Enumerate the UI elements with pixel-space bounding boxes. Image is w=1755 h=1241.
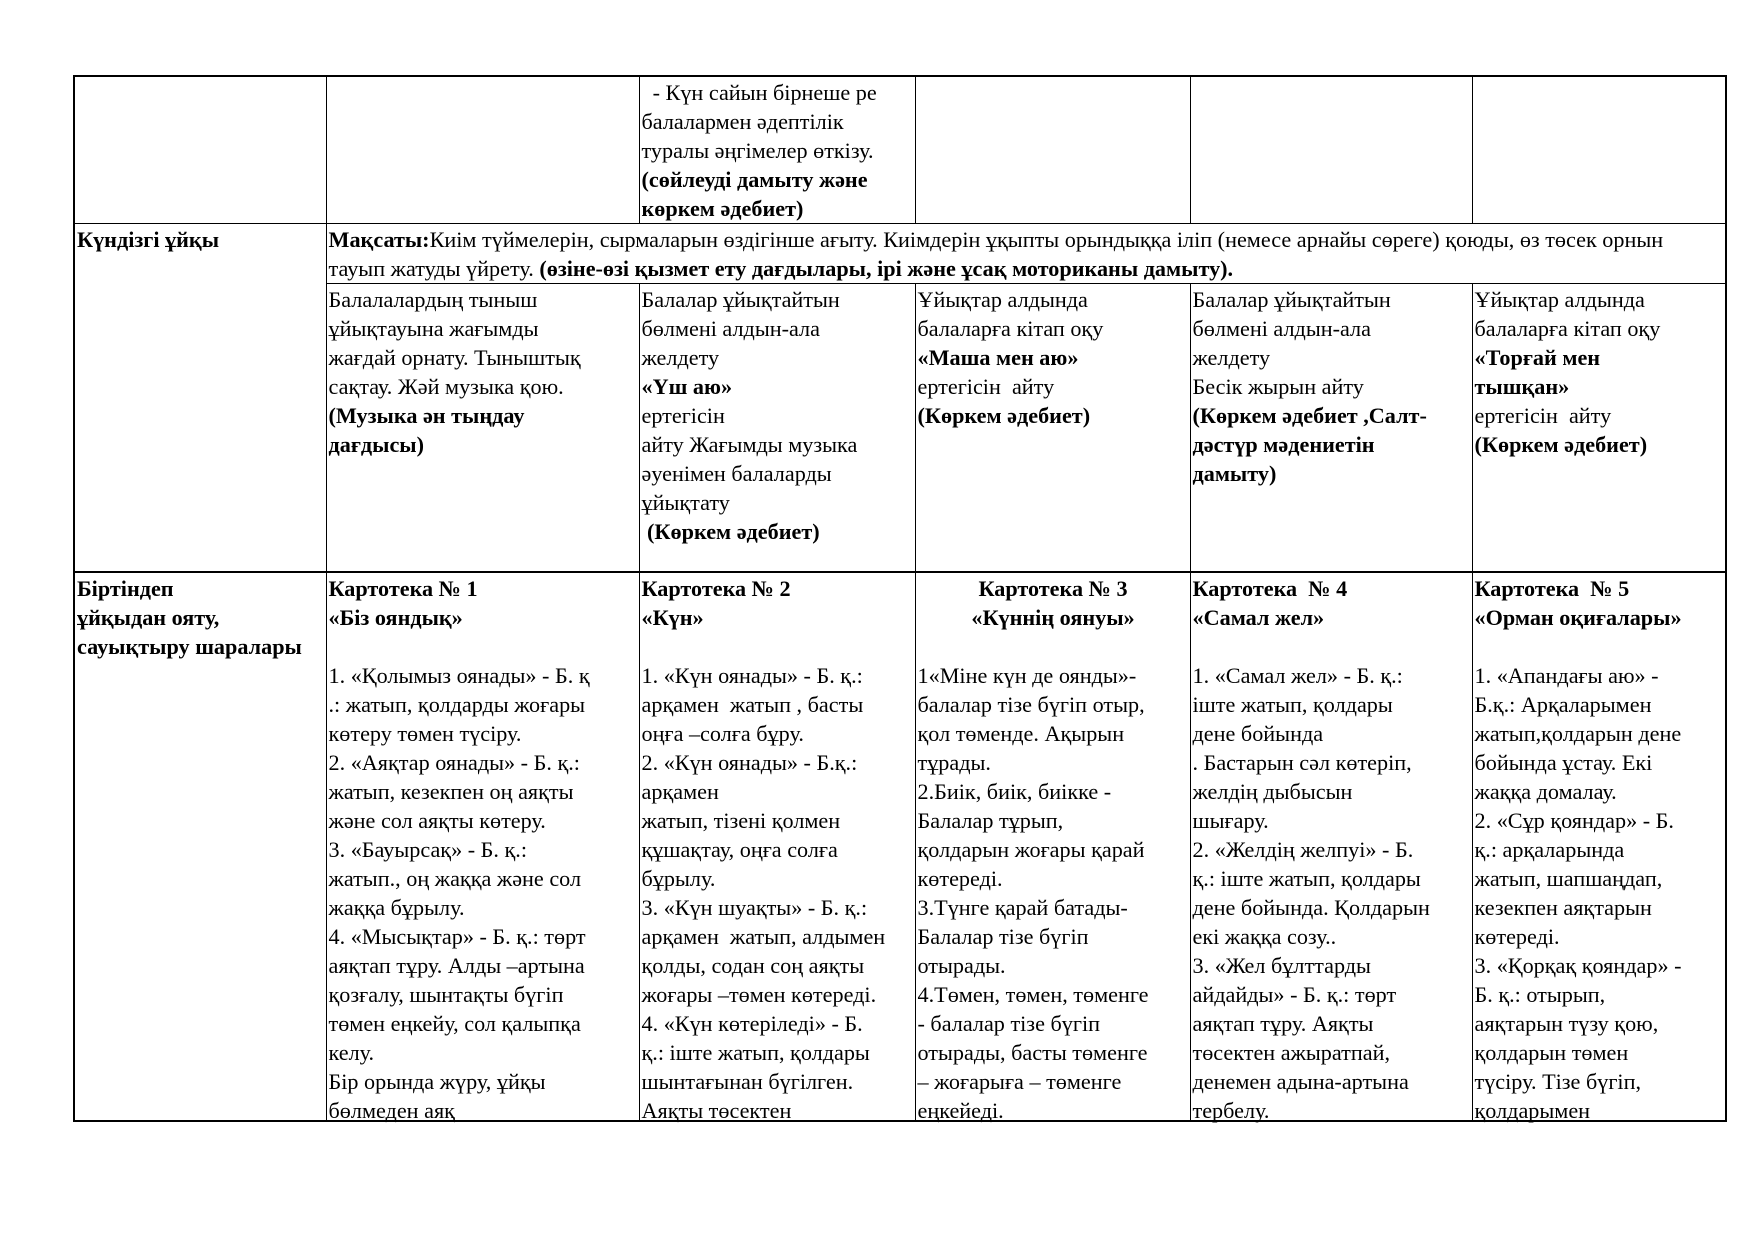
exercise-line: Бір орында жүру, ұйқы xyxy=(328,1068,546,1094)
cell-r1-c6 xyxy=(1472,76,1726,224)
goal-skills: (өзіне-өзі қызмет ету дағдылары, ірі және ұсақ моториканы дамыту). xyxy=(539,256,1234,281)
exercise-line: түсіру. Тізе бүгіп, xyxy=(1474,1068,1642,1094)
card-file xyxy=(328,574,638,1123)
exercise-line: көтеру төмен түсіру. xyxy=(328,720,522,746)
card-file-title: «Күннің оянуы» xyxy=(971,604,1135,630)
cell-line: (Көркем әдебиет) xyxy=(641,519,820,544)
exercise-line: оңға –солға бұру. xyxy=(641,720,804,746)
card-file-title: «Біз ояндық» xyxy=(328,604,463,630)
exercise-line: жатып,қолдарын дене xyxy=(1474,720,1682,746)
cell-lines xyxy=(642,78,914,223)
spacer xyxy=(1475,632,1725,661)
cell-lines xyxy=(1193,285,1471,488)
exercise-line: 2. «Күн оянады» - Б.қ.: xyxy=(641,749,858,775)
card-file-heading xyxy=(1193,574,1471,632)
exercise-line: бөлмеден аяқ xyxy=(328,1097,455,1123)
sleep-cell-2 xyxy=(639,284,915,572)
card-file xyxy=(917,574,1189,1123)
card-file-title: «Күн» xyxy=(641,604,704,630)
exercise-line: Б. қ.: отырып, xyxy=(1474,981,1606,1007)
exercise-line: желдің дыбысын xyxy=(1192,778,1353,804)
exercise-line: кезекпен аяқтарын xyxy=(1474,894,1652,920)
exercise-line: аяқтап тұру. Алды –артына xyxy=(328,952,585,978)
card-file-title: Картотека № 1 xyxy=(328,575,478,601)
cell-line: Ұйықтар алдында xyxy=(917,287,1088,312)
exercise-line: қолдарымен xyxy=(1474,1097,1591,1123)
cell-line: бөлмені алдын-ала xyxy=(641,316,820,341)
cell-line: жағдай орнату. Тыныштық xyxy=(328,345,581,370)
exercise-line: . Бастарын сәл көтеріп, xyxy=(1192,749,1412,775)
exercise-line: аяқтарын түзу қою, xyxy=(1474,1010,1659,1036)
exercise-line: арқамен жатып, алдымен xyxy=(641,923,886,949)
exercise-line: шығару. xyxy=(1192,807,1269,833)
exercise-line: қ.: арқаларында xyxy=(1474,836,1625,862)
cell-line: Балалалардың тыныш xyxy=(328,287,538,312)
cell-line: ертегісін айту xyxy=(1474,403,1612,428)
cell-line: (Көркем әдебиет) xyxy=(1474,432,1648,457)
cell-r1-c5 xyxy=(1190,76,1472,224)
exercise-line: 1. «Самал жел» - Б. қ.: xyxy=(1192,662,1403,688)
exercise-line: Балалар тұрып, xyxy=(917,807,1064,833)
cell-line: Ұйықтар алдында xyxy=(1474,287,1645,312)
exercise-line: арқамен xyxy=(641,778,719,804)
exercise-line: жатып, шапшаңдап, xyxy=(1474,865,1663,891)
exercise-line: 2. «Желдің желпуі» - Б. xyxy=(1192,836,1414,862)
exercise-line: төмен еңкейу, сол қалыпқа xyxy=(328,1010,581,1036)
goal-label: Мақсаты: xyxy=(328,227,430,252)
exercise-line: қолды, содан соң аяқты xyxy=(641,952,865,978)
cell-line: ұйықтату xyxy=(641,490,730,515)
wake-label-line: ұйқыдан ояту, xyxy=(77,604,220,630)
exercise-line: дене бойында xyxy=(1192,720,1324,746)
exercise-line: Аяқты төсектен xyxy=(641,1097,792,1123)
card-file xyxy=(1192,574,1471,1123)
cell-lines xyxy=(918,285,1189,430)
card-file-title: «Самал жел» xyxy=(1192,604,1325,630)
card-file xyxy=(1474,574,1725,1123)
sleep-label: Күндізгі ұйқы xyxy=(77,227,220,252)
exercise-line: балалар тізе бүгіп отыр, xyxy=(917,691,1145,717)
exercise-line: қ.: іште жатып, қолдары xyxy=(641,1039,870,1065)
exercise-line: аяқтап тұру. Аяқты xyxy=(1192,1010,1374,1036)
cell-line: балаларға кітап оқу xyxy=(1474,316,1661,341)
card-file-title: Картотека № 4 xyxy=(1192,575,1348,601)
exercise-line: көтереді. xyxy=(917,865,1003,891)
cell-line: желдету xyxy=(641,345,720,370)
exercise-line: 1«Міне күн де оянды»- xyxy=(917,662,1137,688)
cell-line: ұйықтауына жағымды xyxy=(328,316,539,341)
exercise-line: екі жаққа созу.. xyxy=(1192,923,1337,949)
cell-r1-c1 xyxy=(74,76,326,224)
exercise-line: – жоғарыға – төменге xyxy=(917,1068,1122,1094)
exercise-line: қолдарын төмен xyxy=(1474,1039,1629,1065)
cell-lines xyxy=(642,285,914,546)
exercise-line: 4. «Мысықтар» - Б. қ.: төрт xyxy=(328,923,586,949)
exercise-line: жаққа бұрылу. xyxy=(328,894,465,920)
cell-line: бөлмені алдын-ала xyxy=(1192,316,1371,341)
exercise-line: және сол аяқты көтеру. xyxy=(328,807,546,833)
exercise-line: құшақтау, оңға солға xyxy=(641,836,838,862)
cell-line: ертегісін айту xyxy=(917,374,1055,399)
exercise-line: 1. «Қолымыз оянады» - Б. қ xyxy=(328,662,590,688)
spacer xyxy=(329,632,638,661)
wake-label-line: Біртіндеп xyxy=(77,575,174,601)
cell-line: дағдысы) xyxy=(328,432,424,457)
cell-line: - Күн сайын бірнеше ре xyxy=(641,80,877,105)
cell-line: (сөйлеуді дамыту және xyxy=(641,167,868,192)
exercise-line: отырады, басты төменге xyxy=(917,1039,1148,1065)
exercise-line: айдайды» - Б. қ.: төрт xyxy=(1192,981,1397,1007)
goal-text: Киім түймелерін, сырмаларын өздігінше ағыту. Киімдерін ұқыпты орындыққа іліп (немесе арнайы сөреге) қоюды, өз төсек орнын тауып жатуды үйрету. xyxy=(328,227,1664,281)
wake-cell-2 xyxy=(639,572,915,1121)
cell-line: Балалар ұйықтайтын xyxy=(1192,287,1391,312)
cell-lines xyxy=(329,285,638,459)
exercise-line: 3. «Бауырсақ» - Б. қ.: xyxy=(328,836,527,862)
card-file-heading xyxy=(329,574,638,632)
card-file-heading xyxy=(1475,574,1725,632)
exercise-line: арқамен жатып , басты xyxy=(641,691,864,717)
cell-line: (Көркем әдебиет) xyxy=(917,403,1091,428)
wake-label-cell xyxy=(74,572,326,1121)
spacer xyxy=(918,632,1189,661)
exercise-line: 3. «Күн шуақты» - Б. қ.: xyxy=(641,894,868,920)
exercise-line: тербелу. xyxy=(1192,1097,1270,1123)
sleep-goal-cell xyxy=(326,224,1726,284)
cell-line: Бесік жырын айту xyxy=(1192,374,1364,399)
sleep-cell-4 xyxy=(1190,284,1472,572)
exercise-line: дене бойында. Қолдарын xyxy=(1192,894,1430,920)
cell-lines xyxy=(1475,285,1725,459)
exercise-line: 3. «Жел бұлттарды xyxy=(1192,952,1371,978)
exercise-line: Балалар тізе бүгіп xyxy=(917,923,1089,949)
sleep-cell-5 xyxy=(1472,284,1726,572)
exercise-line: қозғалу, шынтақты бүгіп xyxy=(328,981,564,1007)
exercise-line: бойында ұстау. Екі xyxy=(1474,749,1653,775)
exercise-line: тұрады. xyxy=(917,749,991,775)
exercise-line: 2. «Сұр қояндар» - Б. xyxy=(1474,807,1674,833)
cell-line: сақтау. Жәй музыка қою. xyxy=(328,374,564,399)
table-row-wakeup xyxy=(74,572,1726,1121)
exercise-line: шынтағынан бүгілген. xyxy=(641,1068,854,1094)
card-file-title: Картотека № 2 xyxy=(641,575,791,601)
cell-line: балаларға кітап оқу xyxy=(917,316,1104,341)
exercise-line: отырады. xyxy=(917,952,1006,978)
cell-line: айту Жағымды музыка xyxy=(641,432,858,457)
cell-line: әуенімен балаларды xyxy=(641,461,832,486)
cell-line: тышқан» xyxy=(1474,374,1570,399)
exercise-line: 2. «Аяқтар оянады» - Б. қ.: xyxy=(328,749,580,775)
exercise-line: төсектен ажыратпай, xyxy=(1192,1039,1390,1065)
spacer xyxy=(1193,632,1471,661)
exercise-line: 3. «Қорқақ қояндар» - xyxy=(1474,952,1682,978)
card-file-heading xyxy=(642,574,914,632)
exercise-line: қ.: іште жатып, қолдары xyxy=(1192,865,1421,891)
cell-r1-c3 xyxy=(639,76,915,224)
sleep-cell-1 xyxy=(326,284,639,572)
exercise-line: 1. «Апандағы аю» - xyxy=(1474,662,1659,688)
exercise-line: .: жатып, қолдарды жоғары xyxy=(328,691,586,717)
table-row-sleep-goal xyxy=(74,224,1726,284)
card-file-heading xyxy=(918,574,1189,632)
exercise-line: қолдарын жоғары қарай xyxy=(917,836,1145,862)
sleep-cell-3 xyxy=(915,284,1190,572)
cell-line: (Көркем әдебиет ,Салт- xyxy=(1192,403,1427,428)
exercise-line: 4.Төмен, төмен, төменге xyxy=(917,981,1149,1007)
exercise-line: көтереді. xyxy=(1474,923,1560,949)
exercise-line: - балалар тізе бүгіп xyxy=(917,1010,1100,1036)
spacer xyxy=(642,632,914,661)
exercise-line: жатып., оң жаққа және сол xyxy=(328,865,582,891)
cell-line: дәстүр мәдениетін xyxy=(1192,432,1375,457)
card-file-title: «Орман оқиғалары» xyxy=(1474,604,1682,630)
exercise-line: қол төменде. Ақырын xyxy=(917,720,1125,746)
exercise-line: іште жатып, қолдары xyxy=(1192,691,1393,717)
table-row-activities xyxy=(74,76,1726,224)
cell-line: желдету xyxy=(1192,345,1271,370)
cell-line: «Маша мен аю» xyxy=(917,345,1079,370)
exercise-line: келу. xyxy=(328,1039,375,1065)
cell-line: дамыту) xyxy=(1192,461,1277,486)
exercise-line: 3.Түнге қарай батады- xyxy=(917,894,1128,920)
exercise-line: 4. «Күн көтеріледі» - Б. xyxy=(641,1010,863,1036)
cell-line: Балалар ұйықтайтын xyxy=(641,287,840,312)
exercise-line: жоғары –төмен көтереді. xyxy=(641,981,877,1007)
exercise-line: еңкейеді. xyxy=(917,1097,1004,1123)
wake-label xyxy=(77,574,325,661)
cell-line: (Музыка ән тыңдау xyxy=(328,403,525,428)
wake-cell-1 xyxy=(326,572,639,1121)
plan-table xyxy=(73,75,1727,1122)
exercise-line: жаққа домалау. xyxy=(1474,778,1617,804)
exercise-line: жатып, тізені қолмен xyxy=(641,807,841,833)
wake-cell-4 xyxy=(1190,572,1472,1121)
exercise-line: жатып, кезекпен оң аяқты xyxy=(328,778,574,804)
cell-line: «Үш аю» xyxy=(641,374,733,399)
card-file-title: Картотека № 3 xyxy=(978,575,1128,601)
cell-line: туралы әңгімелер өткізу. xyxy=(641,138,874,163)
exercise-line: Б.қ.: Арқаларымен xyxy=(1474,691,1652,717)
wake-label-line: сауықтыру шаралары xyxy=(77,633,302,659)
cell-r1-c4 xyxy=(915,76,1190,224)
card-file-title: Картотека № 5 xyxy=(1474,575,1630,601)
exercise-line: 1. «Күн оянады» - Б. қ.: xyxy=(641,662,863,688)
cell-r1-c2 xyxy=(326,76,639,224)
sleep-label-cell xyxy=(74,224,326,572)
cell-line: көркем әдебиет) xyxy=(641,196,804,221)
cell-line: «Торғай мен xyxy=(1474,345,1601,370)
exercise-line: бұрылу. xyxy=(641,865,716,891)
exercise-line: 2.Биік, биік, биікке - xyxy=(917,778,1112,804)
wake-cell-3 xyxy=(915,572,1190,1121)
cell-line: ертегісін xyxy=(641,403,725,428)
card-file xyxy=(641,574,914,1123)
wake-cell-5 xyxy=(1472,572,1726,1121)
cell-line: балалармен әдептілік xyxy=(641,109,844,134)
exercise-line: денемен адына-артына xyxy=(1192,1068,1409,1094)
